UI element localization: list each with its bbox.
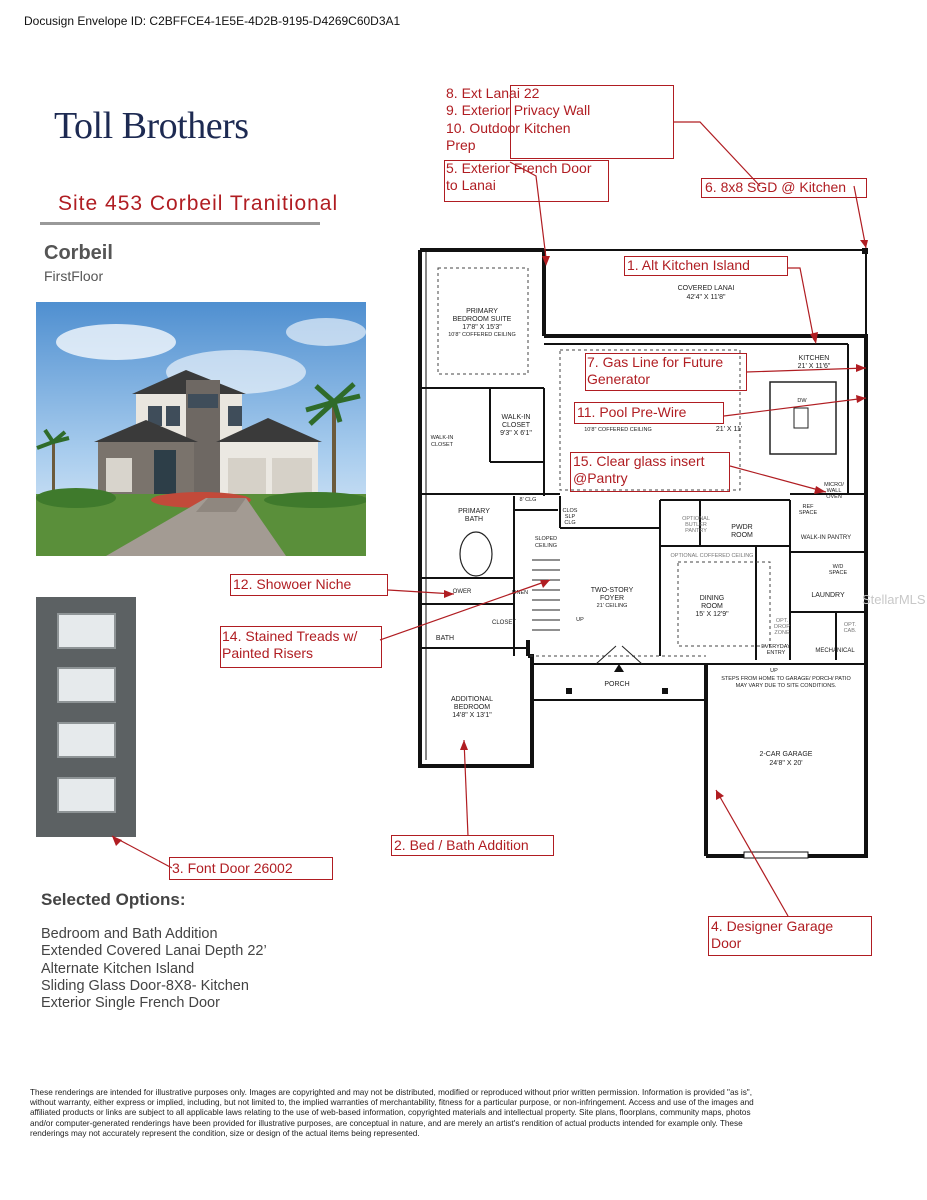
callout-outdoor-kitchen: 10. Outdoor Kitchen bbox=[446, 120, 571, 136]
additional-bedroom-dims: 14'8" X 13'1" bbox=[452, 712, 492, 719]
side-closet-label: WALK-IN bbox=[430, 435, 454, 441]
walkin-pantry-label: WALK-IN PANTRY bbox=[800, 535, 852, 541]
callout-kitchen-island: 1. Alt Kitchen Island bbox=[627, 257, 750, 273]
callout-french-door: 5. Exterior French Door bbox=[446, 160, 592, 176]
callout-ext-lanai: 8. Ext Lanai 22 bbox=[446, 85, 540, 101]
ref-space-label-2: SPACE bbox=[798, 510, 818, 516]
floor-name: FirstFloor bbox=[44, 268, 104, 284]
additional-bedroom-label-2: BEDROOM bbox=[453, 704, 491, 711]
porch-label: PORCH bbox=[604, 681, 630, 688]
stair-up-label: UP bbox=[576, 617, 584, 623]
garage-up-label: UP bbox=[770, 668, 778, 674]
callout-garage-door: 4. Designer Garage bbox=[711, 918, 834, 934]
steps-note-2: MAY VARY DUE TO SITE CONDITIONS. bbox=[735, 683, 837, 689]
option-item: Bedroom and Bath Addition bbox=[41, 926, 218, 942]
garage-label: 2-CAR GARAGE bbox=[759, 751, 813, 758]
callout-pool-prewire: 11. Pool Pre-Wire bbox=[577, 404, 687, 420]
option-item: Extended Covered Lanai Depth 22’ bbox=[41, 943, 267, 960]
dining-dims: 15' X 12'9" bbox=[695, 611, 729, 618]
micro-label-2: WALL bbox=[826, 488, 842, 494]
closet-label: CLOSET bbox=[491, 620, 517, 626]
shower-label: OWER bbox=[452, 589, 472, 595]
opt-cab-label: OPT. bbox=[843, 622, 857, 628]
covered-lanai-dims: 42'4" X 11'8" bbox=[686, 294, 726, 301]
everyday-entry-label: EVERYDAY bbox=[761, 644, 791, 650]
callout-outdoor-kitchen-2: Prep bbox=[446, 137, 476, 153]
garage-dims: 24'8" X 20' bbox=[769, 760, 803, 767]
primary-suite-label: PRIMARY bbox=[466, 308, 498, 315]
dining-label: DINING bbox=[699, 595, 725, 602]
powder-room-label-2: ROOM bbox=[731, 532, 753, 539]
plan-name: Corbeil bbox=[44, 242, 113, 264]
callout-front-door: 3. Font Door 26002 bbox=[172, 860, 293, 876]
closet-sloped-label-3: CLG bbox=[564, 520, 576, 526]
primary-suite-ceiling: 10'8" COFFERED CEILING bbox=[448, 332, 516, 338]
mechanical-label: MECHANICAL bbox=[815, 648, 855, 654]
envelope-id: Docusign Envelope ID: C2BFFCE4-1E5E-4D2B-9195-D4269C60D3A1 bbox=[24, 14, 401, 28]
walkin-closet-label: WALK-IN bbox=[501, 414, 531, 421]
mls-watermark: StellarMLS bbox=[862, 592, 926, 607]
bath-label: BATH bbox=[435, 635, 455, 642]
great-room-ceiling: 10'8" COFFERED CEILING bbox=[584, 427, 652, 433]
walkin-closet-label-2: CLOSET bbox=[501, 422, 531, 429]
primary-bath-label: PRIMARY bbox=[458, 508, 490, 515]
selected-options-title: Selected Options: bbox=[41, 890, 186, 909]
wd-space-label: W/D bbox=[832, 564, 844, 570]
butler-pantry-label-3: PANTRY bbox=[685, 528, 707, 534]
option-item: Sliding Glass Door-8X8- Kitchen bbox=[41, 977, 249, 994]
covered-lanai-label: COVERED LANAI bbox=[677, 285, 735, 292]
closet-sloped-label-2: SLP bbox=[564, 514, 576, 520]
callout-french-door-2: to Lanai bbox=[446, 177, 496, 193]
kitchen-dims: 21' X 11'6" bbox=[797, 363, 831, 370]
primary-bath-label-2: BATH bbox=[464, 516, 484, 523]
option-item: Exterior Single French Door bbox=[41, 995, 220, 1012]
brand-logo: Toll Brothers bbox=[54, 105, 249, 147]
site-title: Site 453 Corbeil Tranitional bbox=[58, 192, 339, 215]
option-item: Alternate Kitchen Island bbox=[41, 960, 195, 977]
callout-gas-line-2: Generator bbox=[587, 371, 651, 387]
legal-disclaimer: These renderings are intended for illustrative purposes only. Images are copyrighted and may not be distributed, modified or reproduced without prior written permission. Information is provided "as is", without warranty, either express or implied, including, but not limited to, the implied warranties of merchantability, fitness for a particular purpose, or non-infringement. Access and use of the images and affiliated products or links are subject to all applicable laws relating to the use of web-based information, copyrighted materials and intellectual property. Site plans, floorplans, community maps, photos and/or computer-generated renderings have been provided for illustrative purposes, are conceptual in nature, and are merely an artist's rendition of actual products intended for example only. These renderings may not accurately represent the condition, size or design of the actual items being represented. bbox=[30, 1088, 754, 1138]
dw-label: DW bbox=[797, 398, 807, 404]
callout-privacy-wall: 9. Exterior Privacy Wall bbox=[446, 102, 591, 118]
foyer-label: TWO-STORY bbox=[590, 587, 634, 594]
drop-zone-label-2: DROP bbox=[774, 624, 790, 630]
powder-room-label: PWDR bbox=[731, 524, 753, 531]
butler-pantry-label: OPTIONAL bbox=[682, 516, 710, 522]
kitchen-label: KITCHEN bbox=[798, 355, 830, 362]
micro-label-3: OVEN bbox=[826, 494, 842, 500]
everyday-entry-label-2: ENTRY bbox=[766, 650, 786, 656]
wd-space-label-2: SPACE bbox=[828, 570, 848, 576]
callout-pantry-glass-2: @Pantry bbox=[573, 470, 628, 486]
great-room-dims: 21' X 11' bbox=[715, 426, 743, 433]
walkin-closet-dims: 9'3" X 6'1" bbox=[500, 430, 532, 437]
callout-stained-treads: 14. Stained Treads w/ bbox=[222, 628, 358, 644]
steps-note: STEPS FROM HOME TO GARAGE/ PORCH/ PATIO bbox=[721, 676, 851, 682]
ref-space-label: REF bbox=[802, 504, 814, 510]
sloped-ceiling-label-2: CEILING bbox=[534, 543, 558, 549]
selected-options-list bbox=[41, 926, 267, 1012]
callout-gas-line: 7. Gas Line for Future bbox=[587, 354, 724, 370]
laundry-label: LAUNDRY bbox=[811, 592, 845, 599]
dining-label-2: ROOM bbox=[701, 603, 723, 610]
drop-zone-label: OPT. bbox=[775, 618, 789, 624]
micro-label: MICRO/ bbox=[824, 482, 844, 488]
callout-pantry-glass: 15. Clear glass insert bbox=[573, 453, 705, 469]
callout-garage-door-2: Door bbox=[711, 935, 742, 951]
callout-bed-bath: 2. Bed / Bath Addition bbox=[394, 837, 529, 853]
closet-sloped-label: CLOS bbox=[562, 508, 578, 514]
foyer-ceiling: 21' CEILING bbox=[596, 603, 628, 609]
callout-shower-niche: 12. Showoer Niche bbox=[233, 576, 352, 592]
linen-label: LINEN bbox=[511, 590, 529, 596]
butler-pantry-label-2: BUTLER bbox=[685, 522, 707, 528]
foyer-label-2: FOYER bbox=[599, 595, 625, 602]
opt-cab-label-2: CAB. bbox=[843, 628, 857, 634]
additional-bedroom-label: ADDITIONAL bbox=[450, 696, 494, 703]
callout-sgd-kitchen: 6. 8x8 SGD @ Kitchen bbox=[705, 179, 847, 195]
primary-suite-dims: 17'8" X 15'3" bbox=[462, 324, 502, 331]
optional-coffered-label: OPTIONAL COFFERED CEILING bbox=[670, 553, 754, 559]
drop-zone-label-3: ZONE bbox=[774, 630, 790, 636]
callout-stained-treads-2: Painted Risers bbox=[222, 645, 314, 661]
primary-suite-label-2: BEDROOM SUITE bbox=[452, 316, 512, 323]
sloped-ceiling-label: SLOPED bbox=[534, 536, 558, 542]
eight-ft-ceiling-label: 8' CLG bbox=[519, 497, 537, 503]
side-closet-label-2: CLOSET bbox=[430, 442, 454, 448]
